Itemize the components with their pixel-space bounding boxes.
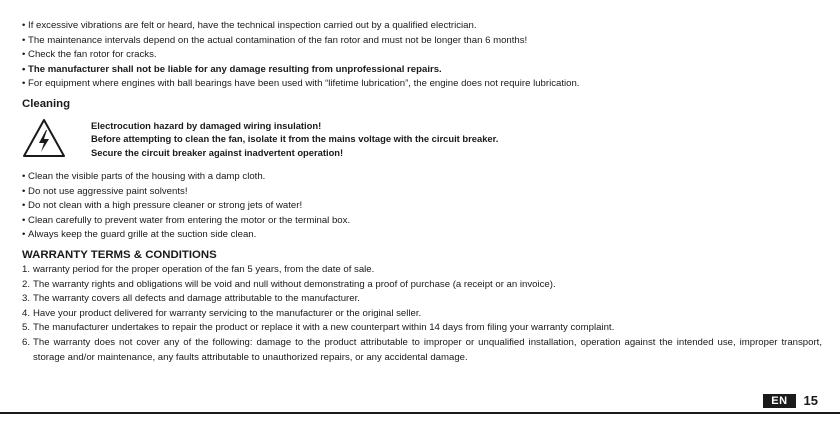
list-item: • Clean the visible parts of the housing with a damp cloth. [22,170,822,185]
warranty-list [22,263,822,365]
item-number: 3. [22,293,31,305]
page-footer [763,393,818,408]
item-text: The warranty covers all defects and damage attributable to the manufacturer. [33,293,360,305]
item-number: 5. [22,322,31,334]
list-item: • Check the fan rotor for cracks. [22,48,822,63]
list-item: • Do not clean with a high pressure cleaner or strong jets of water! [22,199,822,214]
electrocution-warning [22,116,822,168]
cleaning-heading: Cleaning [22,97,71,110]
item-text: The manufacturer undertakes to repair the product or replace it with a new counterpart within 14 days from filing your warranty complaint. [33,322,615,334]
list-item [22,321,822,336]
list-item: • Clean carefully to prevent water from entering the motor or the terminal box. [22,214,822,229]
maintenance-list [22,19,822,92]
warranty-heading: WARRANTY TERMS & CONDITIONS [22,248,217,261]
item-number: 2. [22,278,31,290]
list-item: • The maintenance intervals depend on the actual contamination of the fan rotor and must not be longer than 6 months! [22,34,822,49]
list-item [22,307,822,322]
item-number: 4. [22,307,31,319]
list-item: • Always keep the guard grille at the suction side clean. [22,228,822,243]
list-item [22,336,822,365]
warning-line: Secure the circuit breaker against inadvertent operation! [91,146,344,158]
list-item-liability-notice: • The manufacturer shall not be liable for any damage resulting from unprofessional repairs. [22,63,822,78]
footer-divider [0,412,840,414]
item-number: 6. [22,336,31,348]
list-item [22,263,822,278]
list-item: • If excessive vibrations are felt or heard, have the technical inspection carried out by a qualified electrician. [22,19,822,34]
item-text: warranty period for the proper operation of the fan 5 years, from the date of sale. [33,263,375,275]
warning-text [91,119,498,160]
item-text: The warranty does not cover any of the following: damage to the product attributable to improper or unqualified installation, operation against the intended use, improper transport, storage and/or maintenance, any faults attributable to unauthorized repairs, or any accidental damage. [33,336,822,363]
warning-line: Electrocution hazard by damaged wiring insulation! [91,119,322,131]
cleaning-list [22,170,822,243]
language-badge: EN [763,394,795,408]
item-text: Have your product delivered for warranty servicing to the manufacturer or the original seller. [33,307,422,319]
list-item: • For equipment where engines with ball bearings have been used with “lifetime lubrication”, the engine does not require lubrication. [22,77,822,92]
page-number: 15 [803,393,818,408]
list-item: • Do not use aggressive paint solvents! [22,185,822,200]
list-item [22,278,822,293]
warning-line: Before attempting to clean the fan, isolate it from the mains voltage with the circuit breaker. [91,133,499,145]
list-item [22,292,822,307]
item-number: 1. [22,263,31,275]
item-text: The warranty rights and obligations will be void and null without demonstrating a proof of purchase (a receipt or an invoice). [33,278,556,290]
manual-page [22,19,822,365]
electrical-hazard-icon [22,118,66,158]
